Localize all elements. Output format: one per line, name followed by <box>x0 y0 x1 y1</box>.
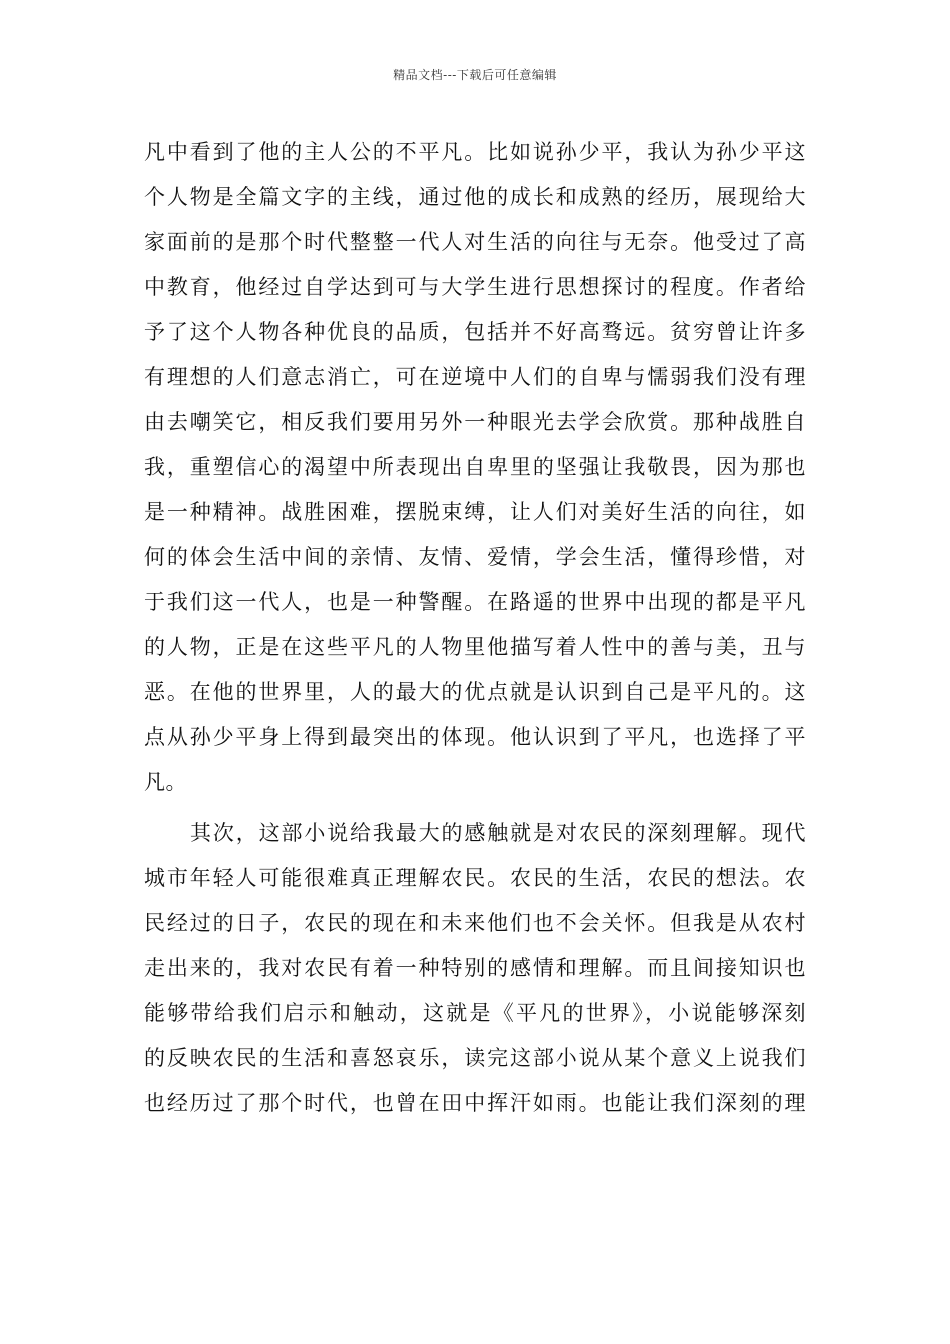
text-line: 有理想的人们意志消亡，可在逆境中人们的自卑与懦弱我们没有理 <box>144 365 806 389</box>
text-line: 点从孙少平身上得到最突出的体现。他认识到了平凡，也选择了平 <box>144 725 806 749</box>
text-line: 中教育，他经过自学达到可与大学生进行思想探讨的程度。作者给 <box>144 275 806 299</box>
text-line: 城市年轻人可能很难真正理解农民。农民的生活，农民的想法。农 <box>144 866 806 890</box>
text-line: 能够带给我们启示和触动，这就是《平凡的世界》，小说能够深刻 <box>144 1001 806 1025</box>
text-line: 的反映农民的生活和喜怒哀乐，读完这部小说从某个意义上说我们 <box>144 1046 806 1070</box>
text-line: 的人物，正是在这些平凡的人物里他描写着人性中的善与美，丑与 <box>144 635 806 659</box>
paragraph-2 <box>144 811 806 1126</box>
text-line: 凡中看到了他的主人公的不平凡。比如说孙少平，我认为孙少平这 <box>144 140 806 164</box>
text-line: 其次，这部小说给我最大的感触就是对农民的深刻理解。现代 <box>190 821 806 845</box>
text-line: 何的体会生活中间的亲情、友情、爱情，学会生活，懂得珍惜，对 <box>144 545 806 569</box>
text-line: 也经历过了那个时代，也曾在田中挥汗如雨。也能让我们深刻的理 <box>144 1091 806 1115</box>
text-line: 由去嘲笑它，相反我们要用另外一种眼光去学会欣赏。那种战胜自 <box>144 410 806 434</box>
text-line: 于我们这一代人，也是一种警醒。在路遥的世界中出现的都是平凡 <box>144 590 806 614</box>
text-line: 凡。 <box>144 770 187 794</box>
text-line: 恶。在他的世界里，人的最大的优点就是认识到自己是平凡的。这 <box>144 680 806 704</box>
paragraph-1 <box>144 130 806 805</box>
text-line: 个人物是全篇文字的主线，通过他的成长和成熟的经历，展现给大 <box>144 185 806 209</box>
text-line: 走出来的，我对农民有着一种特别的感情和理解。而且间接知识也 <box>144 956 806 980</box>
document-body <box>144 130 806 1126</box>
text-line: 是一种精神。战胜困难，摆脱束缚，让人们对美好生活的向往，如 <box>144 500 806 524</box>
page-header: 精品文档---下载后可任意编辑 <box>393 68 557 82</box>
text-line: 家面前的是那个时代整整一代人对生活的向往与无奈。他受过了高 <box>144 230 806 254</box>
text-line: 民经过的日子，农民的现在和未来他们也不会关怀。但我是从农村 <box>144 911 806 935</box>
text-line: 我，重塑信心的渴望中所表现出自卑里的坚强让我敬畏，因为那也 <box>144 455 806 479</box>
text-line: 予了这个人物各种优良的品质，包括并不好高骛远。贫穷曾让许多 <box>144 320 806 344</box>
